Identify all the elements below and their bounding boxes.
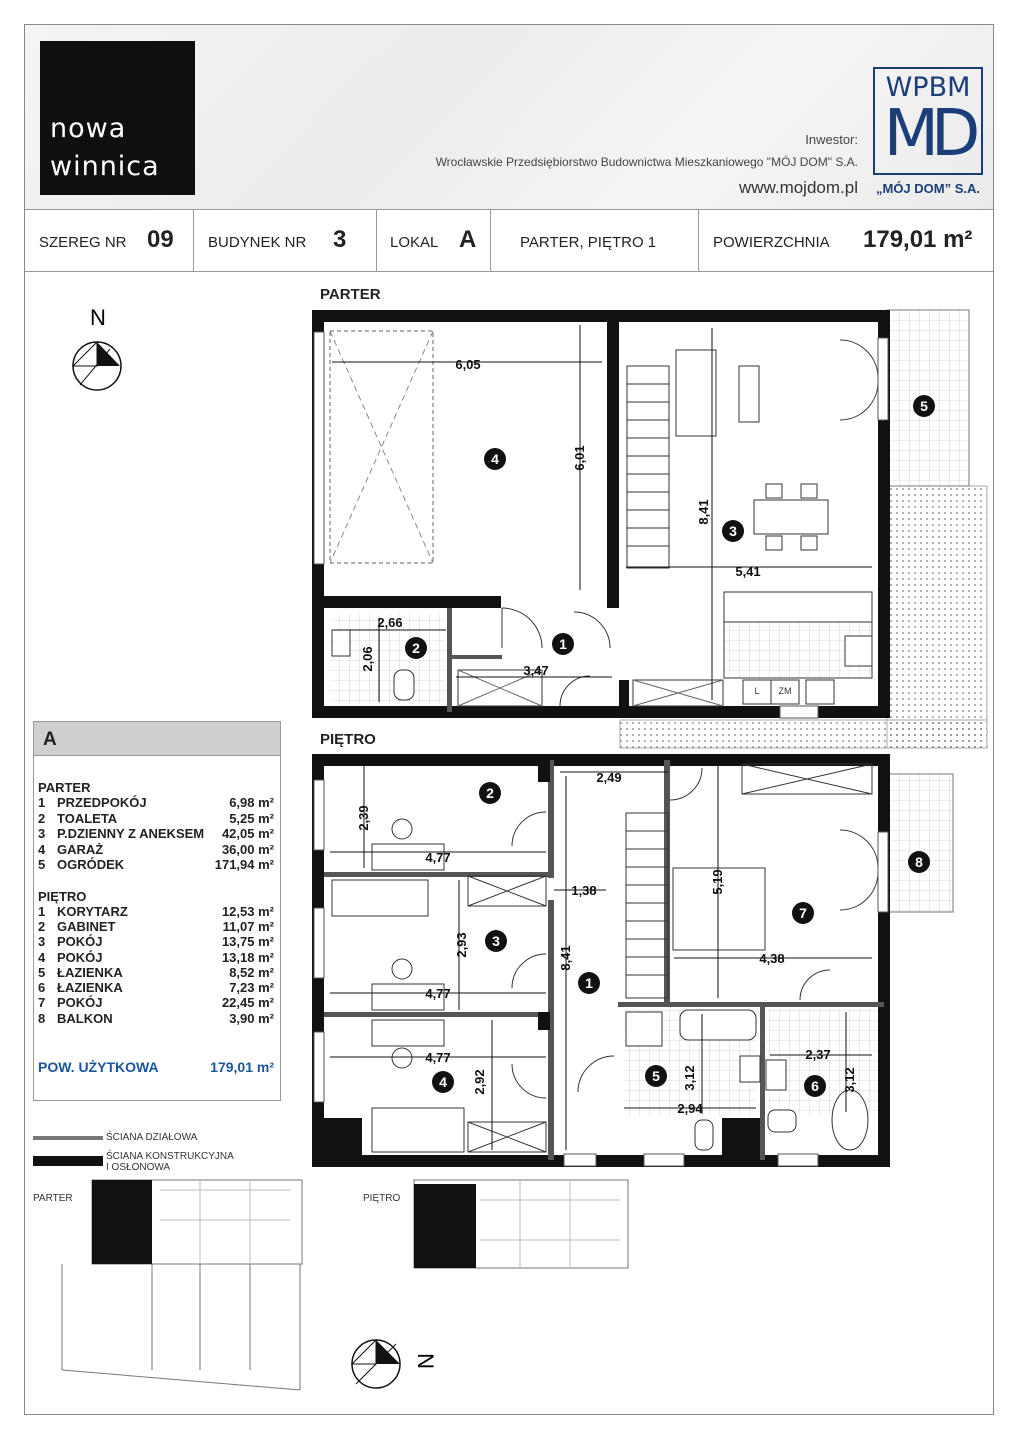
- dim: 2,92: [472, 1069, 487, 1095]
- legend-row: 7 POKÓJ 22,45 m²: [38, 995, 274, 1010]
- parter-wall-a: [607, 316, 619, 608]
- dim: 4,77: [425, 850, 451, 865]
- dim: 2,06: [360, 646, 375, 672]
- pietro-marker: 4: [439, 1074, 447, 1090]
- pietro-marker: 7: [799, 905, 807, 921]
- parter-marker: 5: [920, 398, 928, 414]
- balcony: [887, 774, 953, 912]
- lokal-label: LOKAL: [390, 234, 439, 251]
- parter-title: PARTER: [320, 286, 381, 303]
- legend-row: 2 TOALETA 5,25 m²: [38, 811, 274, 826]
- legend-pietro-heading: PIĘTRO: [38, 889, 87, 904]
- structural-wall-label-1: ŚCIANA KONSTRUKCYJNA: [106, 1151, 234, 1162]
- dim: 5,19: [710, 869, 725, 895]
- pietro-marker: 5: [652, 1068, 660, 1084]
- dim: 8,41: [558, 945, 573, 971]
- garden-front: [620, 720, 987, 748]
- room-legend: [33, 721, 281, 1101]
- dim: 8,41: [696, 499, 711, 525]
- coffee-table: [739, 366, 759, 422]
- dim: 6,01: [572, 445, 587, 471]
- structural-wall-label-2: I OSŁONOWA: [106, 1162, 171, 1173]
- legend-row: 4 POKÓJ 13,18 m²: [38, 950, 274, 965]
- dim: 2,94: [677, 1101, 703, 1116]
- floors-text: PARTER, PIĘTRO 1: [520, 234, 657, 251]
- dim: 3,12: [842, 1067, 857, 1093]
- parter-marker: 1: [559, 636, 567, 652]
- dim: 2,39: [356, 805, 371, 831]
- logo-md-text: MD: [883, 97, 973, 171]
- dim: 2,49: [596, 770, 622, 785]
- legend-row: 5 OGRÓDEK 171,94 m²: [38, 857, 274, 872]
- kitchen-sink: [806, 680, 834, 704]
- legend-row: 8 BALKON 3,90 m²: [38, 1011, 274, 1026]
- legend-row: 4 GARAŻ 36,00 m²: [38, 842, 274, 857]
- partition-wall-label: ŚCIANA DZIAŁOWA: [106, 1132, 198, 1143]
- pietro-marker: 1: [585, 975, 593, 991]
- dim: 5,41: [735, 564, 761, 579]
- area-label: POWIERZCHNIA: [713, 234, 830, 251]
- legend-row: 6 ŁAZIENKA 7,23 m²: [38, 980, 274, 995]
- budynek-value: 3: [333, 226, 347, 253]
- sofa: [676, 350, 716, 436]
- usable-area-label: POW. UŻYTKOWA: [38, 1059, 159, 1075]
- dim: 2,66: [377, 615, 403, 630]
- szereg-value: 09: [147, 226, 174, 253]
- logo-wpbm-text: WPBM: [885, 72, 971, 103]
- dim: 3,47: [523, 663, 549, 678]
- legend-row: 1 KORYTARZ 12,53 m²: [38, 904, 274, 919]
- legend-parter-heading: PARTER: [38, 780, 91, 795]
- dim: 3,12: [682, 1065, 697, 1091]
- key-plan: [62, 1180, 628, 1390]
- dim: 4,77: [425, 986, 451, 1001]
- logo-line2: winnica: [50, 151, 160, 182]
- usable-area-value: 179,01 m²: [210, 1059, 274, 1075]
- pietro-title: PIĘTRO: [320, 731, 376, 748]
- dining-table: [754, 500, 828, 534]
- pietro-marker: 2: [486, 785, 494, 801]
- pietro-marker: 6: [811, 1078, 819, 1094]
- keyplan-parter-label: PARTER: [33, 1193, 73, 1204]
- pietro-marker: 3: [492, 933, 500, 949]
- legend-title: A: [43, 729, 57, 750]
- logo-line1: nowa: [50, 113, 127, 144]
- investor-name: Wrocławskie Przedsiębiorstwo Budownictwa Mieszkaniowego "MÓJ DOM" S.A.: [435, 155, 858, 169]
- legend-header: [34, 722, 280, 756]
- dim: 4,38: [759, 951, 785, 966]
- logo-subtitle: „MÓJ DOM” S.A.: [875, 181, 980, 196]
- area-value: 179,01 m²: [863, 226, 973, 253]
- structural-wall-swatch: [33, 1156, 103, 1166]
- legend-row: 5 ŁAZIENKA 8,52 m²: [38, 965, 274, 980]
- legend-row: 3 POKÓJ 13,75 m²: [38, 934, 274, 949]
- dim: 1,38: [571, 883, 597, 898]
- pietro-marker: 8: [915, 854, 923, 870]
- north-label: N: [90, 305, 106, 330]
- investor-label: Inwestor:: [805, 132, 858, 147]
- bathtub: [680, 1010, 756, 1040]
- kitchen-counter: [724, 592, 872, 622]
- parter-wall-b: [318, 596, 501, 608]
- legend-row: 3 P.DZIENNY Z ANEKSEM 42,05 m²: [38, 826, 274, 841]
- parter-marker: 4: [491, 451, 499, 467]
- keyplan-pietro-label: PIĘTRO: [363, 1193, 401, 1204]
- fixture-zm: ZM: [778, 686, 792, 696]
- fixture-l: L: [754, 686, 760, 696]
- parter-marker: 3: [729, 523, 737, 539]
- parter-wall-e: [452, 655, 502, 659]
- parter-wall-c: [619, 680, 629, 712]
- north-compass: [73, 342, 121, 390]
- usable-area: [38, 1059, 278, 1075]
- lokal-value: A: [459, 226, 477, 253]
- budynek-label: BUDYNEK NR: [208, 234, 307, 251]
- keyplan-north-label: N: [413, 1353, 438, 1369]
- parter-marker: 2: [412, 640, 420, 656]
- legend-row: 2 GABINET 11,07 m²: [38, 919, 274, 934]
- szereg-label: SZEREG NR: [39, 234, 127, 251]
- parter-wall-d: [447, 608, 452, 712]
- dim: 2,93: [454, 932, 469, 958]
- legend-row: 1 PRZEDPOKÓJ 6,98 m²: [38, 795, 274, 810]
- investor-url[interactable]: www.mojdom.pl: [738, 178, 858, 197]
- dim: 6,05: [455, 357, 481, 372]
- corner-tub: [832, 1090, 868, 1150]
- dim: 2,37: [805, 1047, 831, 1062]
- dim: 4,77: [425, 1050, 451, 1065]
- garden-area: [887, 486, 987, 748]
- stove: [845, 636, 872, 666]
